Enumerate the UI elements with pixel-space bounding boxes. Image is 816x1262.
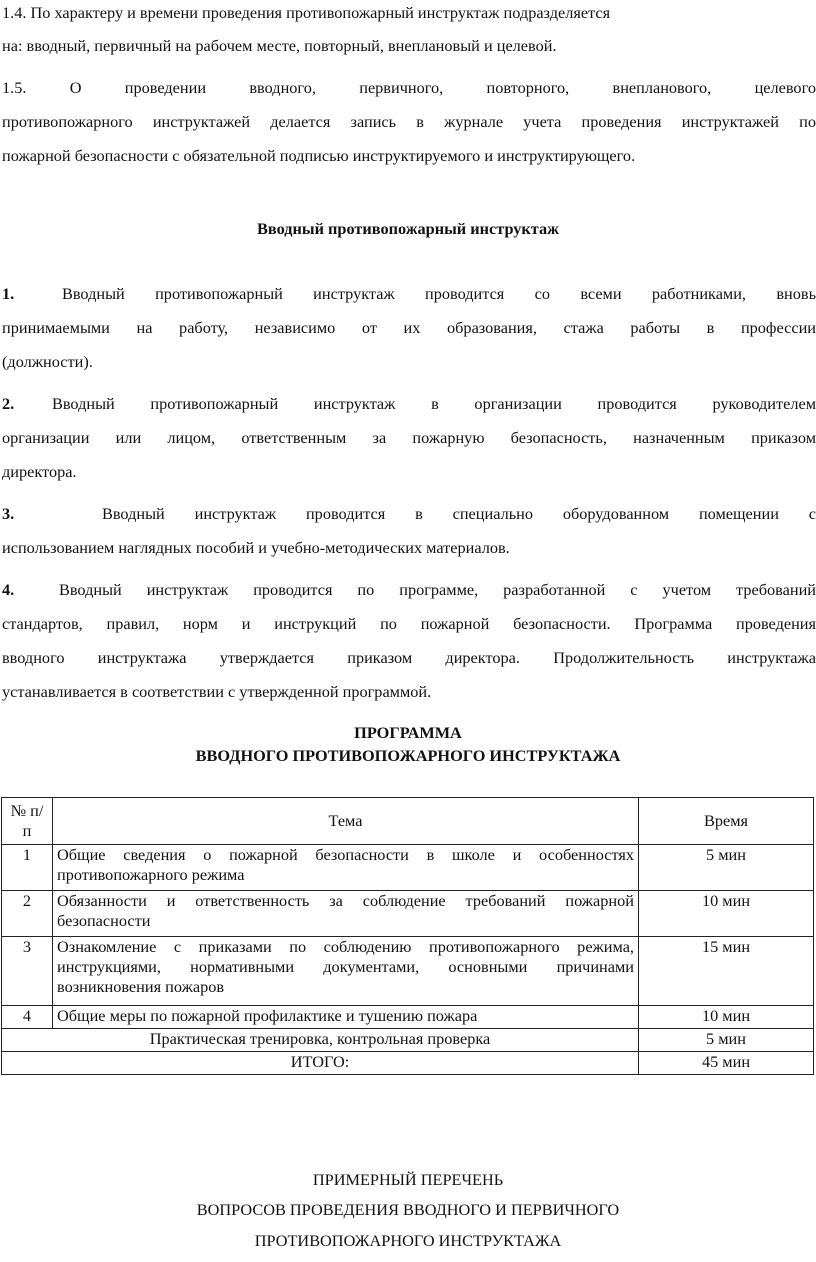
paragraph-1-5-line-1: 1.5. О проведении вводного, первичного, повторного, внепланового, целевого: [2, 78, 816, 97]
row-num: 2: [2, 891, 53, 937]
item-number: 2.: [2, 394, 15, 413]
item-4-line-1: Вводный инструктаж проводится по программе, разработанной с учетом требований: [59, 580, 816, 599]
item-1-line-1: Вводный противопожарный инструктаж проводится со всеми работниками, вновь: [62, 284, 816, 303]
item-3-line-2: использованием наглядных пособий и учебно-методических материалов.: [2, 538, 510, 557]
item-4-line-3: вводного инструктажа утверждается приказом директора. Продолжительность инструктажа: [2, 648, 816, 667]
table-row-practice: [2, 1029, 814, 1052]
list-title-line-3: ПРОТИВОПОЖАРНОГО ИНСТРУКТАЖА: [254, 1231, 562, 1250]
paragraph-1-4-line-1: 1.4. По характеру и времени проведения противопожарный инструктаж подразделяется: [2, 3, 611, 22]
item-number: 3.: [2, 504, 15, 523]
item-1: [2, 277, 816, 311]
item-2: [2, 387, 816, 421]
item-2-line-2: организации или лицом, ответственным за пожарную безопасность, назначенным приказом: [2, 428, 816, 447]
row-time: 5 мин: [639, 845, 814, 891]
item-4-line-4: устанавливается в соответствии с утвержденной программой.: [2, 682, 432, 701]
table-row: [2, 845, 814, 891]
practice-label: Практическая тренировка, контрольная проверка: [2, 1029, 639, 1052]
paragraph-1-5-line-2: противопожарного инструктажей делается запись в журнале учета проведения инструктажей по: [2, 112, 816, 131]
header-num: № п/п: [2, 798, 53, 845]
item-4: [2, 573, 816, 607]
total-time: 45 мин: [639, 1052, 814, 1075]
row-num: 4: [2, 1006, 53, 1029]
header-time: Время: [639, 798, 814, 845]
program-title-line-1: ПРОГРАММА: [354, 723, 462, 742]
row-topic: Общие сведения о пожарной безопасности в школе и особенностях противопожарного режима: [53, 845, 639, 891]
list-title-line-1: ПРИМЕРНЫЙ ПЕРЕЧЕНЬ: [312, 1170, 504, 1189]
row-topic: Обязанности и ответственность за соблюдение требований пожарной безопасности: [53, 891, 639, 937]
row-topic: Ознакомление с приказами по соблюдению противопожарного режима, инструкциями, нормативными документами, основными причинами возникновения пожаров: [53, 937, 639, 1006]
program-table: [1, 797, 814, 1075]
table-row-total: [2, 1052, 814, 1075]
row-time: 10 мин: [639, 891, 814, 937]
row-num: 1: [2, 845, 53, 891]
item-2-line-3: директора.: [2, 462, 77, 481]
row-num: 3: [2, 937, 53, 1006]
item-2-line-1: Вводный противопожарный инструктаж в организации проводится руководителем: [52, 394, 816, 413]
section-title: Вводный противопожарный инструктаж: [257, 219, 559, 238]
item-4-line-2: стандартов, правил, норм и инструкций по пожарной безопасности. Программа проведения: [2, 614, 816, 633]
program-title-line-2: ВВОДНОГО ПРОТИВОПОЖАРНОГО ИНСТРУКТАЖА: [195, 746, 621, 765]
item-3: [2, 497, 816, 531]
practice-time: 5 мин: [639, 1029, 814, 1052]
row-topic: Общие меры по пожарной профилактике и тушению пожара: [53, 1006, 639, 1029]
table-row: [2, 891, 814, 937]
item-3-line-1: Вводный инструктаж проводится в специально оборудованном помещении с: [102, 504, 816, 523]
table-row: [2, 937, 814, 1006]
item-1-line-3: (должности).: [2, 352, 93, 371]
paragraph-1-4-line-2: на: вводный, первичный на рабочем месте, повторный, внеплановый и целевой.: [2, 36, 557, 55]
table-row: [2, 1006, 814, 1029]
item-number: 1.: [2, 284, 15, 303]
table-header-row: [2, 798, 814, 845]
total-label: ИТОГО:: [2, 1052, 639, 1075]
row-time: 10 мин: [639, 1006, 814, 1029]
list-title-line-2: ВОПРОСОВ ПРОВЕДЕНИЯ ВВОДНОГО И ПЕРВИЧНОГО: [196, 1200, 620, 1219]
item-number: 4.: [2, 580, 15, 599]
header-topic: Тема: [53, 798, 639, 845]
row-time: 15 мин: [639, 937, 814, 1006]
item-1-line-2: принимаемыми на работу, независимо от их образования, стажа работы в профессии: [2, 318, 816, 337]
paragraph-1-5-line-3: пожарной безопасности с обязательной подписью инструктируемого и инструктирующего.: [2, 146, 636, 165]
